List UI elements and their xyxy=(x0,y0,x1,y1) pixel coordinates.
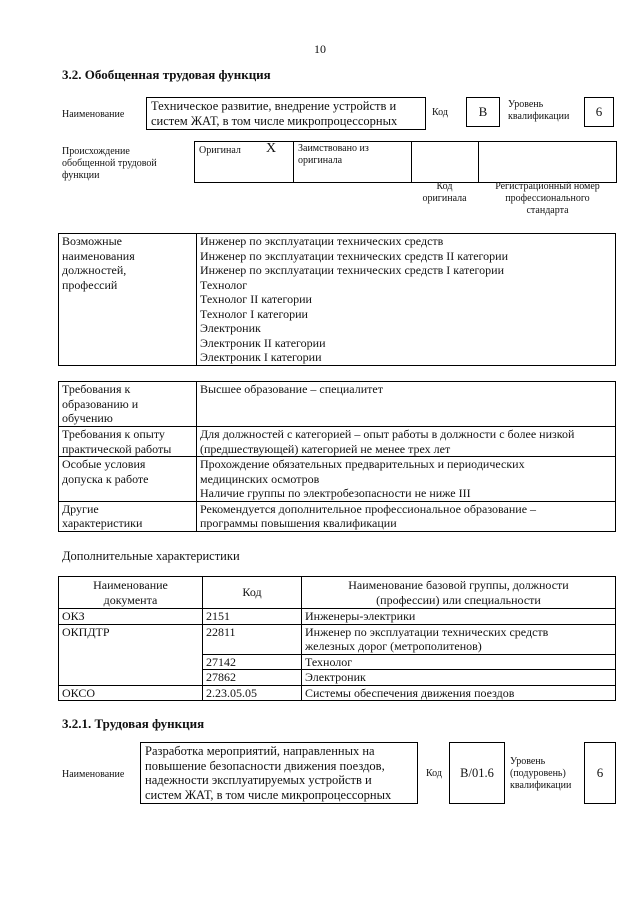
tf-code-label: Код xyxy=(426,768,442,779)
tf-name-line: систем ЖАТ, в том числе микропроцессорных xyxy=(145,787,392,802)
cell-name xyxy=(302,624,616,654)
table-header-row xyxy=(59,577,616,609)
gtf-code-value: B xyxy=(466,97,500,127)
cell-code: 27142 xyxy=(203,654,302,670)
list-item: Технолог II категории xyxy=(200,292,312,306)
positions-label xyxy=(59,234,197,366)
gtf-level-label xyxy=(508,99,569,123)
borrowed-label xyxy=(298,143,369,167)
requirement-value-line: Высшее образование – специалитет xyxy=(200,382,383,396)
table-row xyxy=(59,501,616,531)
cell-doc: ОКЗ xyxy=(59,609,203,625)
table-row xyxy=(59,609,616,625)
list-item: Электроник II категории xyxy=(200,335,326,350)
positions-table xyxy=(58,233,616,366)
borrowed-label-line: Заимствовано из xyxy=(298,143,369,154)
positions-label-line: наименования xyxy=(62,248,135,263)
original-mark: X xyxy=(266,141,277,156)
requirement-label-line: Особые условия xyxy=(62,457,146,471)
requirement-label-line: характеристики xyxy=(62,516,143,530)
tf-name-label: Наименование xyxy=(62,769,125,780)
origin-label-line: Происхождение xyxy=(62,146,130,157)
tf-level-label xyxy=(510,756,571,792)
positions-label-line: профессий xyxy=(62,277,118,292)
origin-divider xyxy=(411,141,412,183)
tf-name-box xyxy=(140,742,418,804)
requirement-label-line: практической работы xyxy=(62,441,172,456)
cell-name-line: Инженер по эксплуатации технических средств xyxy=(305,624,549,639)
requirement-label-line: Требования к xyxy=(62,382,131,396)
code-original-caption xyxy=(411,181,478,205)
cell-code: 2151 xyxy=(203,609,302,625)
cell-name: Инженеры-электрики xyxy=(302,609,616,625)
positions-list xyxy=(197,234,616,366)
positions-label-line: Возможные xyxy=(62,234,122,248)
list-item: Технолог xyxy=(200,277,248,292)
requirement-label xyxy=(59,457,197,502)
header-line: (профессии) или специальности xyxy=(376,592,541,607)
list-item: Инженер по эксплуатации технических средств II категории xyxy=(200,248,508,263)
header-line: Наименование xyxy=(93,578,168,592)
gtf-name-line: систем ЖАТ, в том числе микропроцессорных xyxy=(151,113,398,128)
cell-code: 2.23.05.05 xyxy=(203,685,302,701)
cell-name: Системы обеспечения движения поездов xyxy=(302,685,616,701)
gtf-code-label: Код xyxy=(432,107,448,118)
requirement-label-line: Другие xyxy=(62,501,99,516)
requirement-value-line: программы повышения квалификации xyxy=(200,516,397,530)
origin-label xyxy=(62,146,157,182)
cell-doc: ОКПДТР xyxy=(59,624,203,685)
page-number: 10 xyxy=(314,42,326,56)
table-row xyxy=(59,427,616,457)
origin-divider xyxy=(478,141,479,183)
gtf-name-line: Техническое развитие, внедрение устройств и xyxy=(151,99,397,113)
requirement-label xyxy=(59,427,197,457)
tf-level-value: 6 xyxy=(584,742,616,804)
header-line: документа xyxy=(103,592,158,607)
tf-code-value: B/01.6 xyxy=(449,742,505,804)
reg-number-line: стандарта xyxy=(526,205,569,216)
header-code: Код xyxy=(203,577,302,609)
requirement-label xyxy=(59,382,197,427)
reg-number-line: Регистрационный номер xyxy=(495,181,600,192)
list-item: Инженер по эксплуатации технических средств xyxy=(200,234,444,248)
list-item: Электроник I категории xyxy=(200,350,322,364)
tf-name-line: Разработка мероприятий, направленных на xyxy=(145,744,375,758)
tf-level-label-line: Уровень xyxy=(510,756,546,767)
table-row xyxy=(59,234,616,366)
requirements-table xyxy=(58,381,616,532)
requirement-label-line: Требования к опыту xyxy=(62,427,165,441)
gtf-name-label: Наименование xyxy=(62,109,125,120)
original-label: Оригинал xyxy=(199,145,241,156)
header-line: Наименование базовой группы, должности xyxy=(348,578,569,592)
header-name xyxy=(302,577,616,609)
requirement-value-line: Прохождение обязательных предварительных и периодических xyxy=(200,457,525,471)
cell-doc: ОКСО xyxy=(59,685,203,701)
borrowed-label-line: оригинала xyxy=(298,155,343,166)
origin-label-line: обобщенной трудовой xyxy=(62,158,157,169)
tf-title: 3.2.1. Трудовая функция xyxy=(62,716,205,731)
requirement-label xyxy=(59,501,197,531)
positions-label-line: должностей, xyxy=(62,263,127,277)
additional-table xyxy=(58,576,616,701)
tf-name-line: надежности эксплуатируемых устройств и xyxy=(145,773,372,787)
gtf-level-label-line: квалификации xyxy=(508,111,570,122)
origin-divider xyxy=(293,141,294,183)
requirement-value xyxy=(197,427,616,457)
gtf-level-label-line: Уровень xyxy=(508,99,544,110)
reg-number-caption xyxy=(478,181,617,217)
origin-label-line: функции xyxy=(62,170,100,181)
table-row xyxy=(59,624,616,654)
list-item: Инженер по эксплуатации технических средств I категории xyxy=(200,263,505,277)
list-item: Электроник xyxy=(200,321,261,335)
gtf-level-value: 6 xyxy=(584,97,614,127)
table-row xyxy=(59,685,616,701)
cell-name: Технолог xyxy=(302,654,616,670)
requirement-value xyxy=(197,501,616,531)
cell-name: Электроник xyxy=(302,670,616,686)
section-title: 3.2. Обобщенная трудовая функция xyxy=(62,67,271,82)
requirement-value-line: Рекомендуется дополнительное профессиональное образование – xyxy=(200,501,537,516)
requirement-label-line: образованию и xyxy=(62,396,139,411)
cell-code: 27862 xyxy=(203,670,302,686)
requirement-value-line: Наличие группы по электробезопасности не ниже III xyxy=(200,486,471,500)
requirement-value-line: медицинских осмотров xyxy=(200,471,320,486)
tf-level-label-line: (подуровень) xyxy=(510,768,566,779)
header-document xyxy=(59,577,203,609)
code-original-line: оригинала xyxy=(422,193,467,204)
additional-title: Дополнительные характеристики xyxy=(62,549,240,563)
tf-name-line: повышение безопасности движения поездов, xyxy=(145,758,385,773)
gtf-name-box xyxy=(146,97,426,130)
cell-name-line: железных дорог (метрополитенов) xyxy=(305,639,482,653)
requirement-value-line: Для должностей с категорией – опыт работы в должности с более низкой xyxy=(200,427,575,441)
requirement-label-line: допуска к работе xyxy=(62,471,149,486)
table-row xyxy=(59,457,616,502)
requirement-value-line: (предшествующей) категорией не менее трех лет xyxy=(200,441,451,456)
code-original-line: Код xyxy=(436,181,453,192)
table-row xyxy=(59,382,616,427)
cell-code: 22811 xyxy=(203,624,302,654)
requirement-label-line: обучению xyxy=(62,411,113,425)
reg-number-line: профессионального xyxy=(505,193,590,204)
origin-box xyxy=(194,141,617,183)
requirement-value xyxy=(197,382,616,427)
tf-level-label-line: квалификации xyxy=(510,780,572,791)
requirement-value xyxy=(197,457,616,502)
list-item: Технолог I категории xyxy=(200,306,308,321)
